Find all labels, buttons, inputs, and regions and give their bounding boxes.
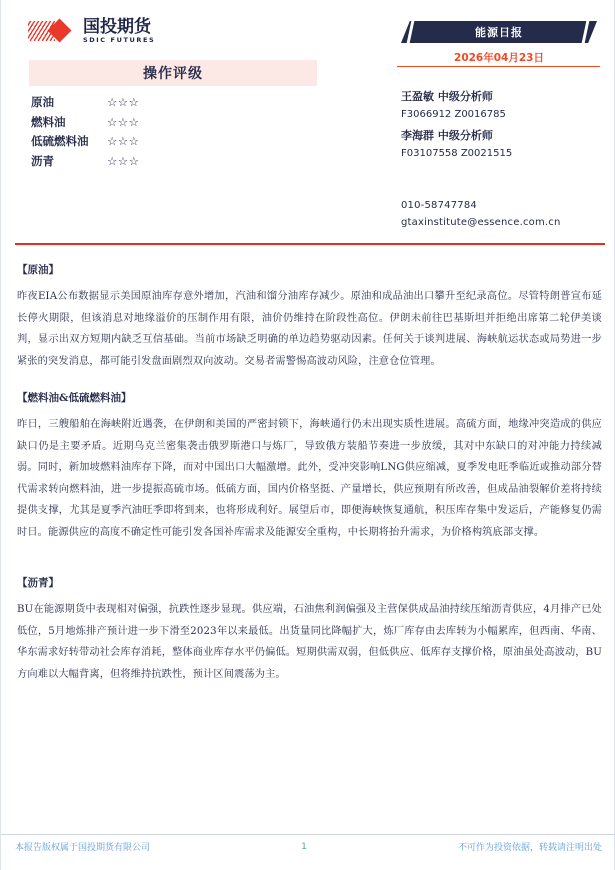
report-footer <box>1 834 615 870</box>
analyst-name: 王盈敏 中级分析师 <box>401 90 493 103</box>
footer-inner <box>15 840 602 853</box>
rating-label: 低硫燃料油 <box>31 134 89 148</box>
rating-label: 沥青 <box>31 153 54 168</box>
rating-list <box>31 94 331 172</box>
banner-label: 能源日报 <box>475 26 523 39</box>
section-body: 昨夜EIA公布数据显示美国原油库存意外增加，汽油和馏分油库存减少。原油和成品油出口攀升至纪录高位。尽管特朗普宣布延长停火期限，但该消息对地缘溢价的压制作用有限，油价仍维持在阶段性高位。伊朗未前往巴基斯坦并拒绝出席第二轮伊美谈判，显示出双方短期内缺乏互信基础。当前市场缺乏明确的单边趋势驱动因素。任何关于谈判进展、海峡航运状态或局势进一步紧张的突发消息，都可能引发盘面剧烈双向波动。交易者需警惕高波动风险，注意仓位管理。 <box>17 291 602 367</box>
analyst-list <box>401 88 611 166</box>
rating-row <box>31 133 331 153</box>
section-spacer <box>17 561 602 575</box>
logo-chinese-name: 国投期货 <box>83 16 151 37</box>
report-date: 2026年04月23日 <box>454 52 544 64</box>
rating-stars: ☆☆☆ <box>107 95 140 109</box>
logo-mark-icon <box>28 20 78 42</box>
rating-stars: ☆☆☆ <box>107 114 140 129</box>
section-heading: 【原油】 <box>17 264 59 276</box>
logo-english-name: SDIC FUTURES <box>83 35 156 44</box>
section-crude-oil <box>17 262 602 372</box>
rating-row <box>31 94 331 114</box>
rating-row <box>31 114 331 134</box>
rating-row <box>31 153 331 173</box>
rating-card-title <box>29 60 317 86</box>
contact-phone: 010-58747784 <box>401 200 477 211</box>
header-divider <box>15 243 605 245</box>
report-header <box>1 0 615 243</box>
date-underline <box>397 66 600 67</box>
section-heading: 【沥青】 <box>17 577 59 589</box>
logo-text <box>83 16 156 44</box>
rating-stars: ☆☆☆ <box>107 134 140 148</box>
footer-page-number: 1 <box>301 841 307 852</box>
footer-disclaimer: 不可作为投资依据，转载请注明出处 <box>457 843 602 853</box>
rating-label: 燃料油 <box>31 114 66 129</box>
analyst-name: 李海群 中级分析师 <box>401 129 493 142</box>
contact-info <box>401 200 611 234</box>
rating-stars: ☆☆☆ <box>107 153 140 168</box>
section-fuel-oil <box>17 390 602 543</box>
report-type-banner <box>401 21 597 43</box>
company-logo <box>28 17 155 45</box>
analyst-license-code: F3066912 Z0016785 <box>401 109 506 120</box>
section-body: BU在能源期货中表现相对偏强，抗跌性逐步显现。供应端，石油焦利润偏强及主营保供成品油持续压缩沥青供应，4月排产已处低位，5月地炼排产预计进一步下滑至2023年以来最低。出货量同比降幅扩大，炼厂库存由去库转为小幅累库，但西南、华南、华东需求好转带动社会库存消耗，整体商业库存水平仍偏低。短期供需双弱，但低供应、低库存支撑价格，原油虽处高波动，BU方向难以大幅背离，但将维持抗跌性，预计区间震荡为主。 <box>17 604 602 680</box>
footer-copyright: 本报告版权属于国投期货有限公司 <box>15 843 151 853</box>
rating-card-title-label: 操作评级 <box>143 66 203 82</box>
report-content <box>17 262 602 703</box>
section-body: 昨日，三艘船舶在海峡附近遇袭，在伊朗和美国的严密封锁下，海峡通行仍未出现实质性进展。高硫方面，地缘冲突造成的供应缺口仍是主要矛盾。近期乌克兰密集袭击俄罗斯港口与炼厂，导致俄方装船节奏进一步放缓，其对中东缺口的对冲能力持续减弱。同时，新加坡燃料油库存下降，而对中国出口大幅激增。此外，受冲突影响LNG供应缩减，夏季发电旺季临近或推动部分替代需求转向燃料油，进一步提振高硫市场。低硫方面，国内价格坚挺、产量增长，供应预期有所改善，但成品油裂解价差将持续提供支撑，尤其是夏季汽油旺季即将到来，也将形成利好。展望后市，即便海峡恢复通航，积压库存集中发运后，产能修复仍需时日。能源供应的高度不确定性可能引发各国补库需求及能源安全重构，中长期将抬升需求，为价格构筑底部支撑。 <box>17 419 602 538</box>
contact-email[interactable]: gtaxinstitute@essence.com.cn <box>401 217 561 228</box>
rating-label: 原油 <box>31 95 54 109</box>
section-heading: 【燃料油&低硫燃料油】 <box>17 392 132 404</box>
analyst-license-code: F03107558 Z0021515 <box>401 148 513 159</box>
section-asphalt <box>17 575 602 685</box>
